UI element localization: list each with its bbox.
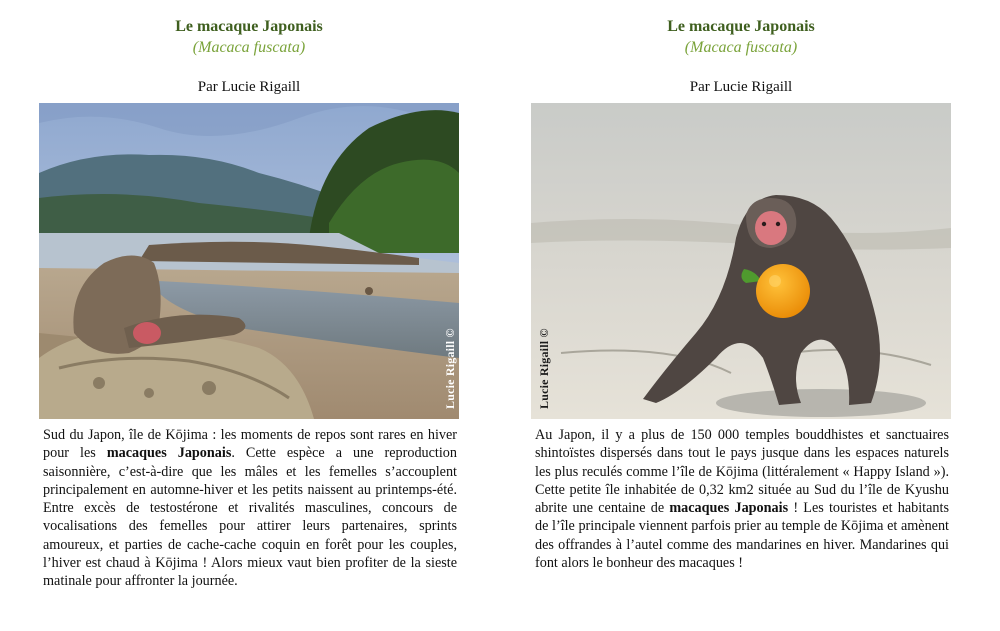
- body-text-highlight: macaques Japonais: [106, 445, 232, 462]
- article-subtitle: (Macaca fuscata): [192, 39, 306, 56]
- body-text-part: ! Les touristes et habitants de l’île principale viennent parfois prier au temple de Kōjima et amènent des offrandes à l’autel comme des mandarines en hiver. Mandarines qui font alors le bonheur des macaques !: [535, 500, 949, 572]
- beach-macaque-photo: [39, 103, 459, 419]
- body-text-part: . Cette espèce a une reproduction saisonnière, c’est-à-dire que les mâles et les femelles s’accouplent principalement en automne-hiver et les petits naissent au printemps-été. Entre excès de testostérone et rivalités masculines, concours de vocalisations des femelles pour attirer leurs partenaires, sprints amoureux, et parties de cache-cache coquin en forêt pour les couples, l’hiver est chaud à Kōjima ! Alors mieux vaut bien profiter de la sieste matinale pour affronter la journée.: [43, 445, 457, 590]
- photo-credit: Lucie Rigaill ©: [443, 328, 457, 409]
- body-text-part: Sud du Japon, île de Kōjima : les moments de repos sont rares en hiver pour les: [43, 427, 457, 462]
- article-subtitle: (Macaca fuscata): [684, 39, 798, 56]
- article-body: [535, 426, 949, 572]
- article-title: Le macaque Japonais: [175, 18, 323, 35]
- article-byline: Par Lucie Rigaill: [197, 79, 301, 95]
- body-text-part: Au Japon, il y a plus de 150 000 temples bouddhistes et sanctuaires shintoïstes dispersés dans tout le pays jusque dans les espaces naturels les plus reculés comme l’île de Kōjima (littéralement « Happy Island »). Cette petite île inhabitée de 0,32 km2 située au Sud du l’île de Kyushu abrite une centaine de: [535, 427, 949, 517]
- article-title: Le macaque Japonais: [667, 18, 815, 35]
- article-byline: Par Lucie Rigaill: [689, 79, 793, 95]
- macaque-mandarin-photo: [531, 103, 951, 419]
- photo-credit: Lucie Rigaill ©: [537, 328, 551, 409]
- article-body: [43, 426, 457, 591]
- body-text-highlight: macaques Japonais: [669, 500, 789, 517]
